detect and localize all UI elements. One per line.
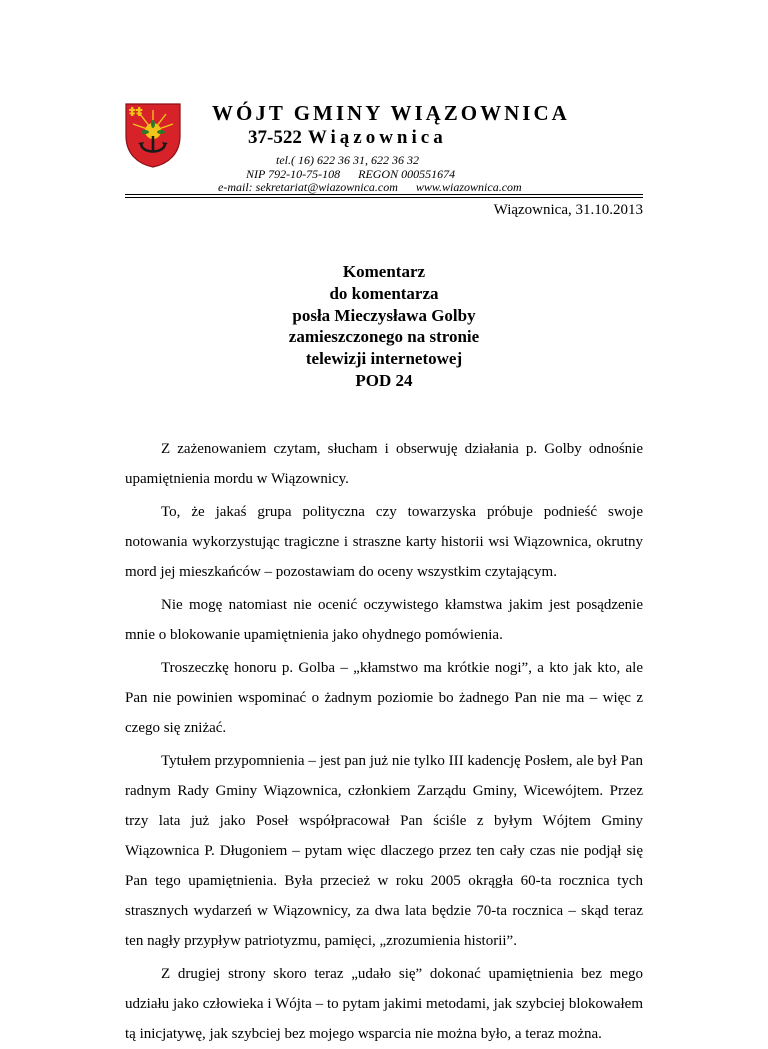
coat-of-arms-logo bbox=[124, 102, 182, 168]
regon-number: REGON 000551674 bbox=[358, 167, 456, 181]
postal-code: 37-522 bbox=[248, 127, 302, 148]
header-divider-bottom bbox=[125, 197, 643, 198]
postal-address bbox=[248, 127, 447, 149]
body-paragraph: Tytułem przypomnienia – jest pan już nie tylko III kadencję Posłem, ale był Pan radnym Rady Gminy Wiązownica, członkiem Zarządu Gminy, Wicewójtem. Przez trzy lata już jako Poseł współpracował Pan ściśle z byłym Wójtem Gminy Wiązownica P. Długoniem – pytam więc dlaczego przez ten cały czas nie podjął się Pan tego upamiętnienia. Była przecież w roku 2005 okrągła 60-ta rocznica tych strasznych wydarzeń w Wiązownicy, za dwa lata będzie 70-ta rocznica – skąd teraz ten nagły przypływ patriotyzmu, pamięci, „zrozumienia historii”. bbox=[125, 753, 643, 949]
website-link[interactable]: www.wiazownica.com bbox=[415, 180, 522, 194]
body-paragraph: Z drugiej strony skoro teraz „udało się” dokonać upamiętnienia bez mego udziału jako człowieka i Wójta – to pytam jakimi metodami, jak szybciej blokowałem tą inicjatywę, jak szybciej bez mojego wsparcia nie można było, a teraz można. bbox=[125, 966, 643, 1042]
body-paragraph: Z zażenowaniem czytam, słucham i obserwuję działania p. Golby odnośnie upamiętnienia mordu w Wiązownicy. bbox=[125, 441, 643, 487]
date-line: Wiązownica, 31.10.2013 bbox=[493, 202, 643, 218]
city-name: Wiązownica bbox=[307, 127, 447, 148]
document-title bbox=[125, 261, 643, 392]
header-divider-top bbox=[125, 194, 643, 195]
email-address[interactable]: e-mail: sekretariat@wiazownica.com bbox=[218, 180, 398, 194]
contact-line bbox=[218, 180, 522, 195]
letter-body bbox=[125, 434, 643, 1049]
nip-number: NIP 792-10-75-108 bbox=[246, 167, 341, 181]
title-line: POD 24 bbox=[355, 370, 413, 390]
body-paragraph: To, że jakaś grupa polityczna czy towarzyska próbuje podnieść swoje notowania wykorzystując tragiczne i straszne karty historii wsi Wiązownica, okrutny mord jej mieszkańców – pozostawiam do oceny wszystkim czytającym. bbox=[125, 504, 643, 580]
title-line: posła Mieczysława Golby bbox=[292, 305, 476, 325]
body-paragraph: Nie mogę natomiast nie ocenić oczywistego kłamstwa jakim jest posądzenie mnie o blokowanie upamiętnienia jako ohydnego pomówienia. bbox=[125, 597, 643, 643]
title-line: Komentarz bbox=[342, 262, 426, 281]
body-paragraph: Troszeczkę honoru p. Golba – „kłamstwo ma krótkie nogi”, a kto jak kto, ale Pan nie powinien wspominać o żadnym poziomie bo żadnego Pan nie ma – więc z czego się zniżać. bbox=[125, 660, 643, 736]
title-line: zamieszczonego na stronie bbox=[288, 327, 480, 347]
phone-numbers: tel.( 16) 622 36 31, 622 36 32 bbox=[276, 153, 419, 167]
title-line: do komentarza bbox=[329, 283, 439, 303]
office-title: WÓJT GMINY WIĄZOWNICA bbox=[212, 101, 570, 125]
title-line: telewizji internetowej bbox=[305, 349, 463, 369]
